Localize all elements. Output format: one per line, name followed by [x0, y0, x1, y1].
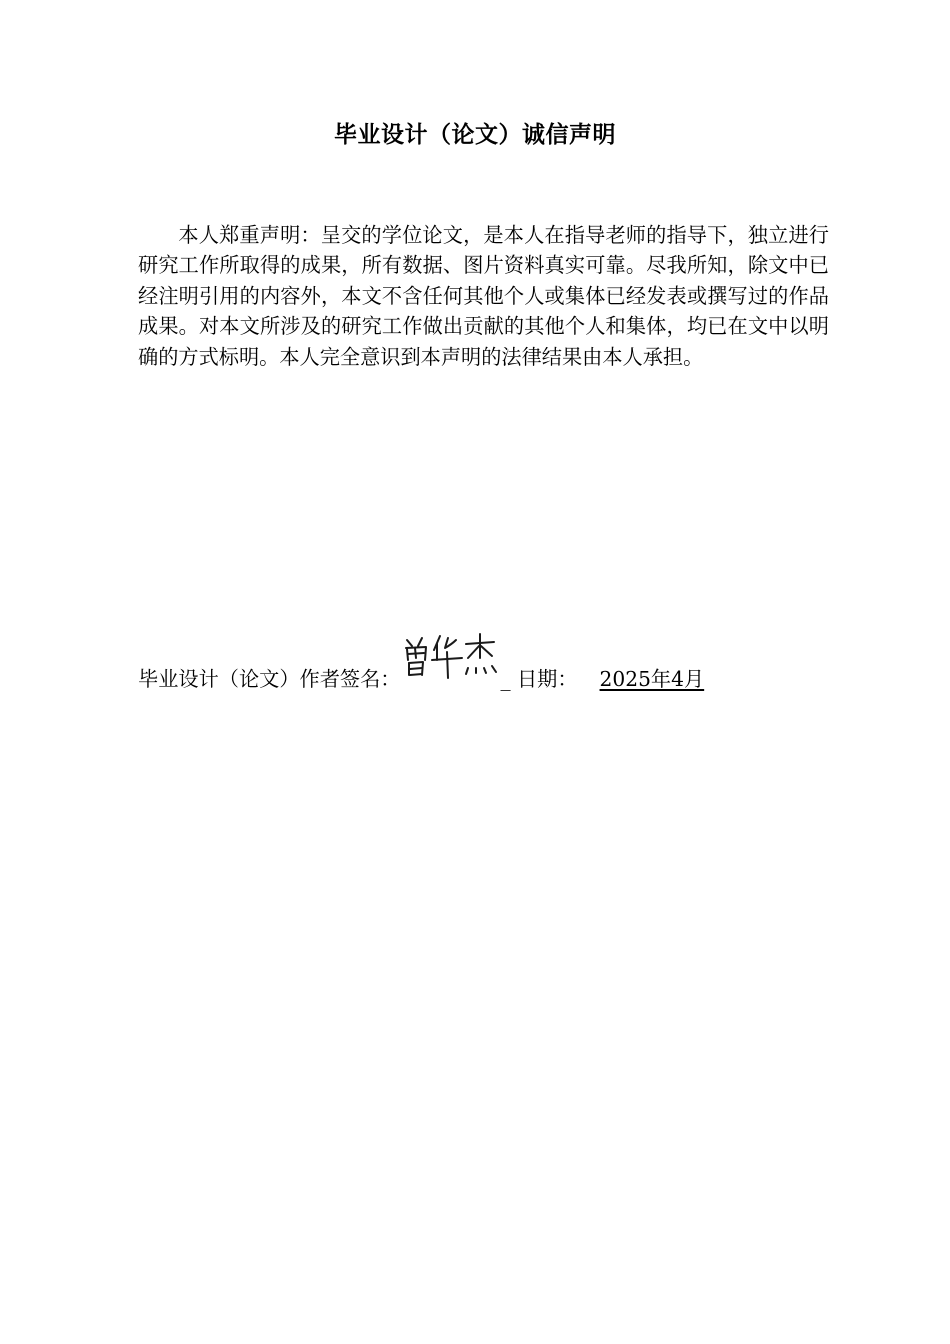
date-label: 日期：	[516, 667, 578, 691]
signature-text: 曾华杰	[402, 630, 406, 631]
signature-label: 毕业设计（论文）作者签名：	[138, 667, 401, 691]
page-title: 毕业设计（论文）诚信声明	[334, 122, 616, 148]
signature-underscore: _	[500, 667, 511, 691]
statement-paragraph: 本人郑重声明：呈交的学位论文，是本人在指导老师的指导下，独立进行研究工作所取得的成果，所有数据、图片资料真实可靠。尽我所知，除文中已经注明引用的内容外，本文不含任何其他个人或集体已经发表或撰写过的作品成果。对本文所涉及的研究工作做出贡献的其他个人和集体，均已在文中以明确的方式标明。本人完全意识到本声明的法律结果由本人承担。	[138, 223, 829, 369]
date-value: 2025年4月	[599, 667, 705, 691]
handwritten-signature	[400, 630, 500, 686]
signature-scribble-icon	[402, 630, 502, 682]
signature-date-line	[138, 630, 838, 696]
